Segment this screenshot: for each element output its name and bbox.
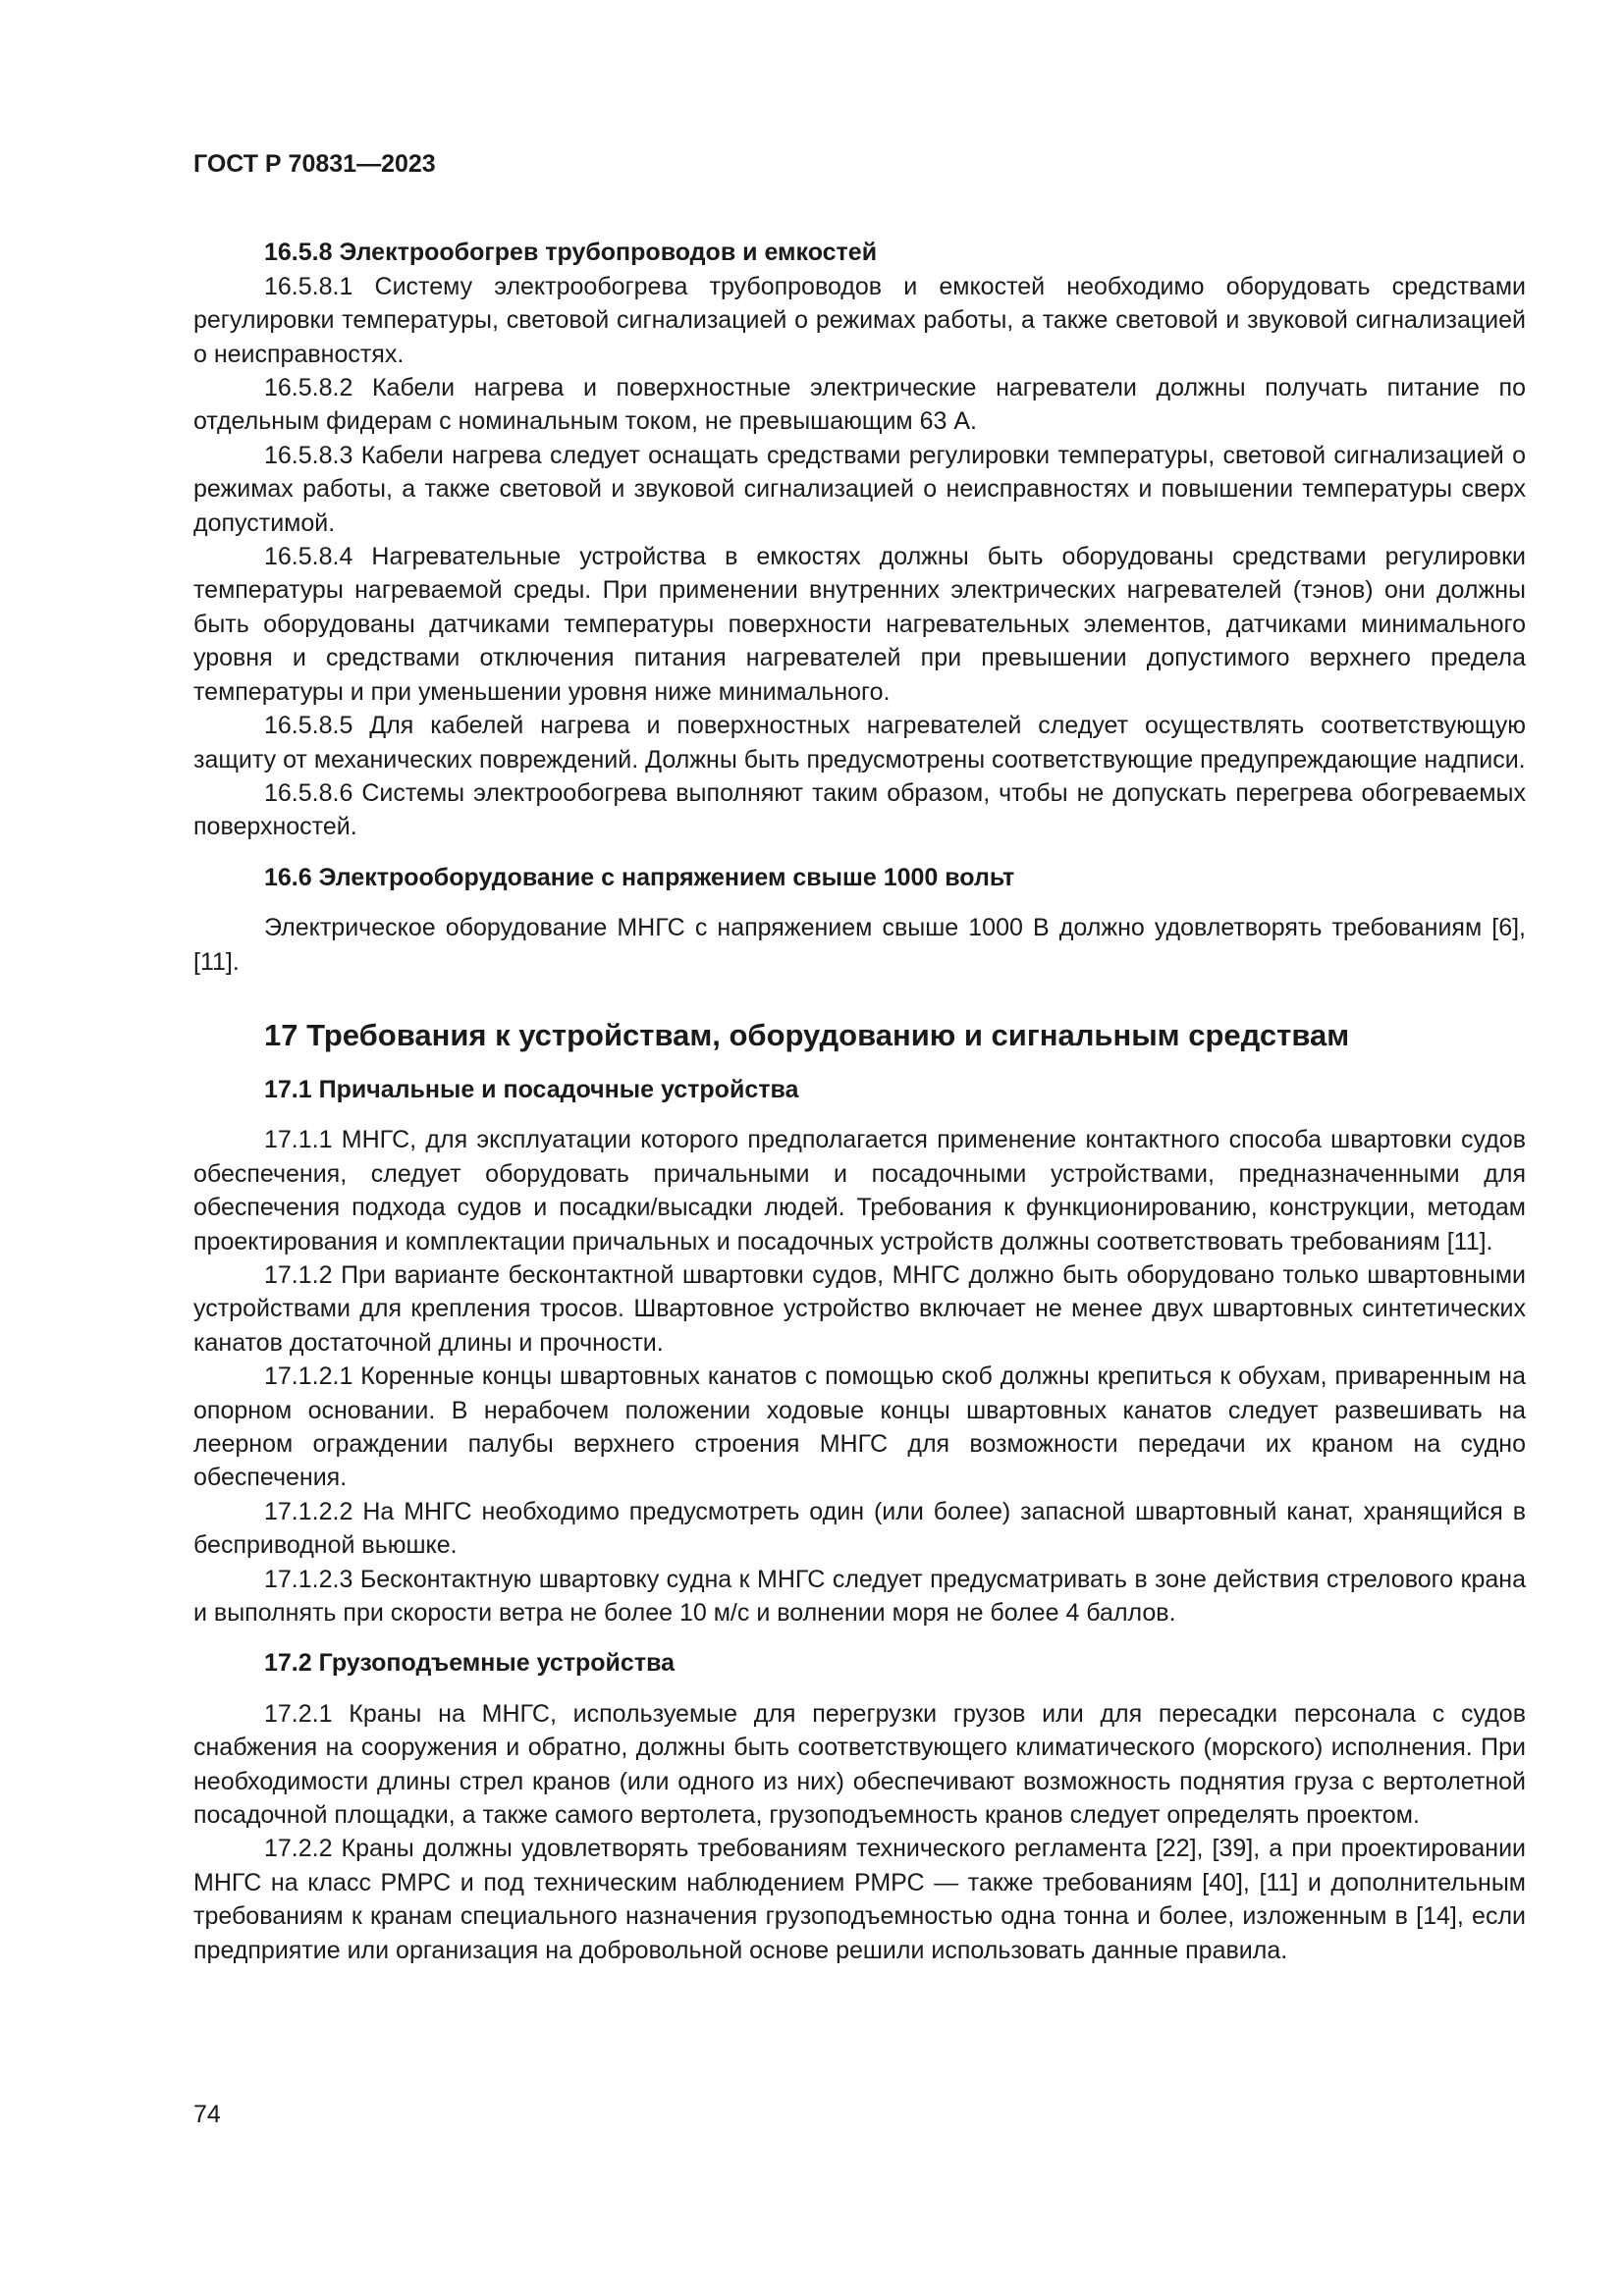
paragraph-17-1-2-1: 17.1.2.1 Коренные концы швартовных канатов с помощью скоб должны крепиться к обухам, приваренным на опорном основании. В нерабочем положении ходовые концы швартовных канатов следует развешивать на леерном ограждении палубы верхнего строения МНГС для возможности передачи их краном на судно обеспечения. <box>193 1362 1526 1492</box>
page-number: 74 <box>193 2101 221 2128</box>
section-17-title: 17 Требования к устройствам, оборудованию и сигнальным средствам <box>264 1017 1350 1052</box>
document-page <box>193 147 1526 1967</box>
document-header: ГОСТ Р 70831—2023 <box>193 150 436 178</box>
section-17-2-title: 17.2 Грузоподъемные устройства <box>264 1649 676 1678</box>
paragraph-17-2-2: 17.2.2 Краны должны удовлетворять требованиям технического регламента [22], [39], а при проектировании МНГС на класс РМРС и под техническим наблюдением РМРС — также требованиям [40], [11] и дополнительным требованиям к кранам специального назначения грузоподъемностью одна тонна и более, изложенным в [14], если предприятие или организация на добровольной основе решили использовать данные правила. <box>193 1835 1526 1964</box>
paragraph-17-1-2-2: 17.1.2.2 На МНГС необходимо предусмотреть один (или более) запасной швартовный канат, хранящийся в бесприводной вьюшке. <box>193 1497 1526 1560</box>
section-17-1-title: 17.1 Причальные и посадочные устройства <box>264 1075 799 1103</box>
paragraph-16-5-8-6: 16.5.8.6 Системы электрообогрева выполняют таким образом, чтобы не допускать перегрева обогреваемых поверхностей. <box>193 778 1526 841</box>
paragraph-16-5-8-2: 16.5.8.2 Кабели нагрева и поверхностные электрические нагреватели должны получать питание по отдельным фидерам с номинальным током, не превышающим 63 А. <box>193 374 1526 436</box>
paragraph-16-5-8-1: 16.5.8.1 Систему электрообогрева трубопроводов и емкостей необходимо оборудовать средствами регулировки температуры, световой сигнализацией о режимах работы, а также световой и звуковой сигнализацией о неисправностях. <box>193 272 1526 368</box>
paragraph-16-5-8-3: 16.5.8.3 Кабели нагрева следует оснащать средствами регулировки температуры, световой сигнализацией о режимах работы, а также световой и звуковой сигнализацией о неисправностях и повышении температуры сверх допустимой. <box>193 441 1526 537</box>
section-16-5-8-title: 16.5.8 Электрообогрев трубопроводов и емкостей <box>264 239 878 267</box>
paragraph-16-5-8-4: 16.5.8.4 Нагревательные устройства в емкостях должны быть оборудованы средствами регулировки температуры нагреваемой среды. При применении внутренних электрических нагревателей (тэнов) они должны быть оборудованы датчиками температуры поверхности нагревательных элементов, датчиками минимального уровня и средствами отключения питания нагревателей при превышении допустимого верхнего предела температуры и при уменьшении уровня ниже минимального. <box>193 543 1526 706</box>
section-16-6-title: 16.6 Электрооборудование с напряжением свыше 1000 вольт <box>264 863 1015 891</box>
paragraph-17-1-1: 17.1.1 МНГС, для эксплуатации которого предполагается применение контактного способа швартовки судов обеспечения, следует оборудовать причальными и посадочными устройствами, предназначенными для обеспечения подхода судов и посадки/высадки людей. Требования к функционированию, конструкции, методам проектирования и комплектации причальных и посадочных устройств должны соответствовать требованиям [11]. <box>193 1126 1526 1255</box>
paragraph-17-1-2-3: 17.1.2.3 Бесконтактную швартовку судна к МНГС следует предусматривать в зоне действия стрелового крана и выполнять при скорости ветра не более 10 м/с и волнении моря не более 4 баллов. <box>193 1565 1526 1628</box>
paragraph-16-6: Электрическое оборудование МНГС с напряжением свыше 1000 В должно удовлетворять требованиям [6], [11]. <box>193 914 1526 976</box>
paragraph-17-2-1: 17.2.1 Краны на МНГС, используемые для перегрузки грузов или для пересадки персонала с судов снабжения на сооружения и обратно, должны быть соответствующего климатического (морского) исполнения. При необходимости длины стрел кранов (или одного из них) обеспечивают возможность поднятия груза с вертолетной посадочной площадки, а также самого вертолета, грузоподъемность кранов следует определять проектом. <box>193 1699 1526 1830</box>
paragraph-17-1-2: 17.1.2 При варианте бесконтактной швартовки судов, МНГС должно быть оборудовано только швартовными устройствами для крепления тросов. Швартовное устройство включает не менее двух швартовных синтетических канатов достаточной длины и прочности. <box>193 1260 1526 1357</box>
paragraph-16-5-8-5: 16.5.8.5 Для кабелей нагрева и поверхностных нагревателей следует осуществлять соответствующую защиту от механических повреждений. Должны быть предусмотрены соответствующие предупреждающие надписи. <box>193 712 1526 774</box>
